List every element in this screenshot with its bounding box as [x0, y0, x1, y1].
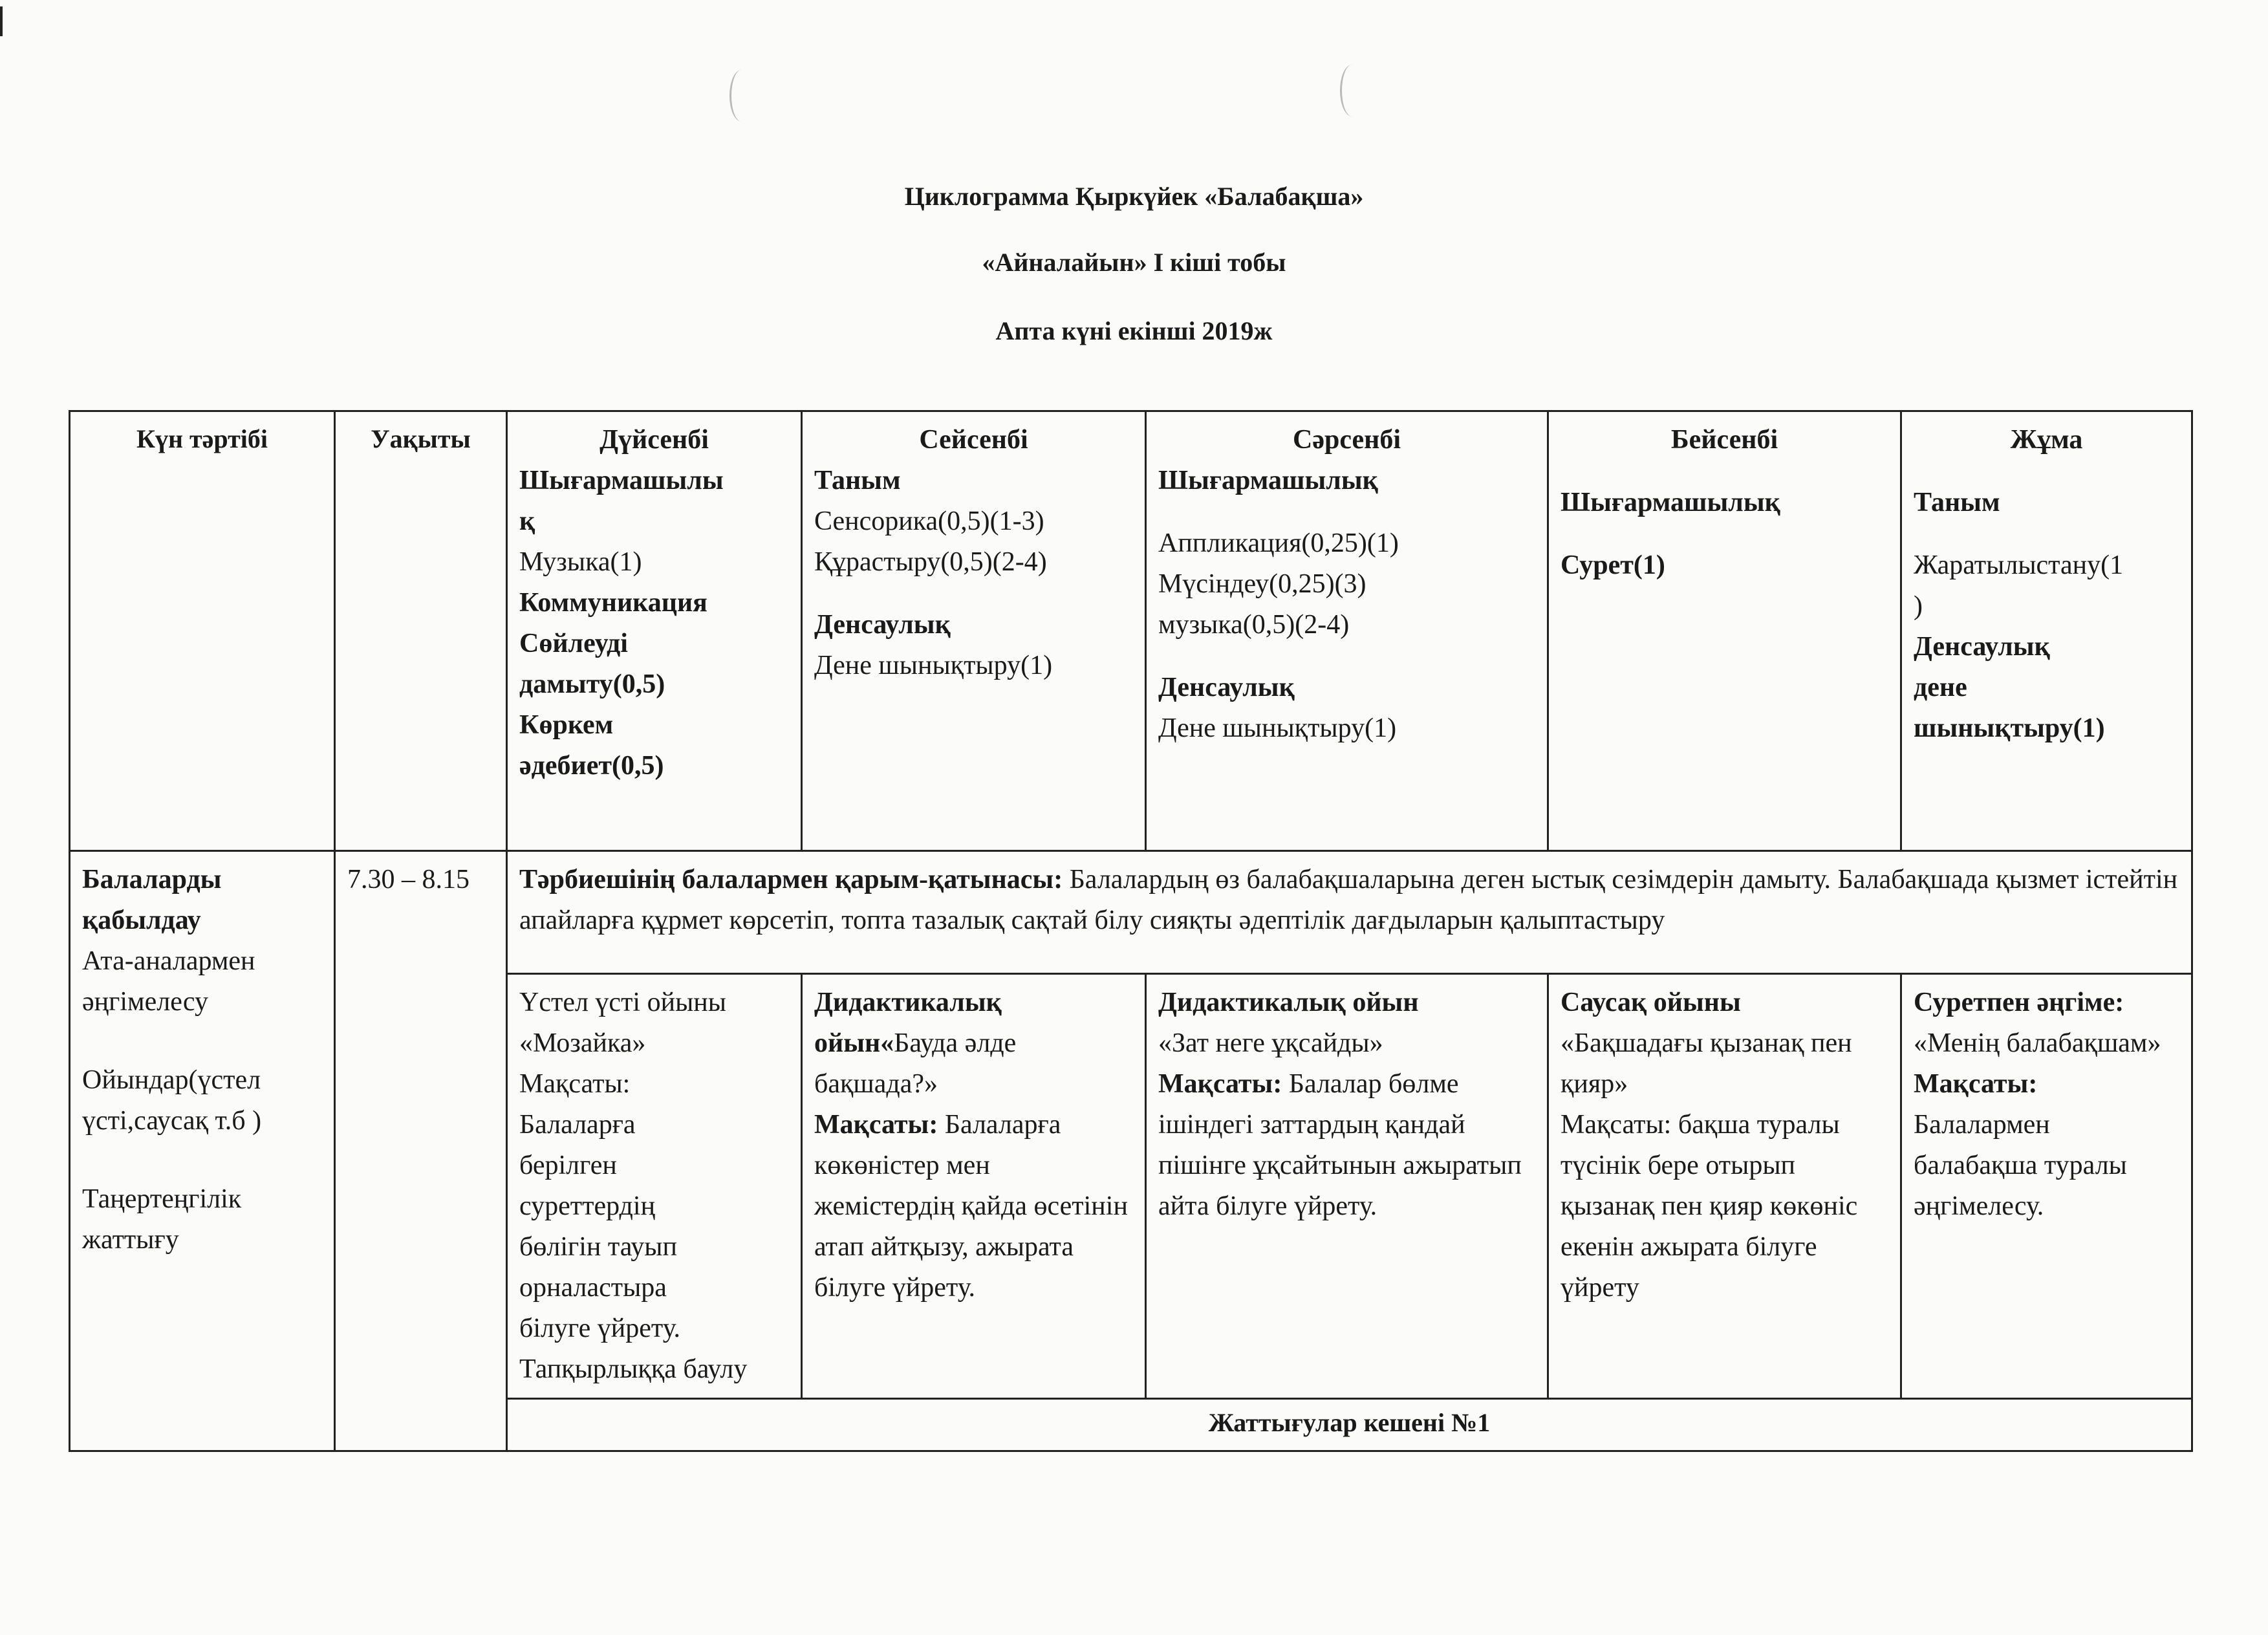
subject-line: Сурет(1): [1561, 550, 1665, 580]
activity-title: Суретпен әңгіме:: [1914, 988, 2124, 1017]
activity-title: Бауда әлде бақшада?»: [814, 1028, 1017, 1099]
activity-title: Саусақ ойыны: [1561, 988, 1741, 1017]
routine-line: үсті,саусақ т.б ): [82, 1106, 262, 1136]
subject-line: Сенсорика(0,5)(1-3): [814, 506, 1044, 536]
schedule-table: [69, 410, 2193, 1452]
week-info: Апта күні екінші 2019ж: [995, 316, 1273, 345]
activity-line: Тапқырлыққа баулу: [519, 1354, 748, 1384]
subject-line: Денсаулық: [1914, 632, 2050, 662]
scan-smudge: [1340, 65, 1364, 116]
subject-line: Таным: [814, 466, 901, 495]
subject-line: Сөйлеуді: [519, 629, 628, 658]
day-name: Дүйсенбі: [599, 425, 709, 455]
header-time: Уақыты: [335, 411, 507, 851]
wednesday-activity: [1146, 974, 1548, 1399]
activity-line: білуге үйрету.: [519, 1314, 681, 1343]
routine-line: қабылдау: [82, 905, 201, 935]
subject-line: шынықтыру(1): [1914, 713, 2105, 743]
activity-line: берілген: [519, 1151, 617, 1180]
subject-line: дамыту(0,5): [519, 669, 665, 699]
activity-title: Дидактикалық ойын: [1158, 988, 1419, 1017]
activity-subtitle: «Менің балабақшам»: [1914, 1028, 2161, 1058]
activity-line: Мақсаты:: [519, 1069, 631, 1099]
subject-line: Жаратылыстану(1: [1914, 550, 2124, 580]
goal-text: Балалар бөлме ішіндегі заттардың қандай пішінге ұқсайтынын ажыратып айта білуге үйрету.: [1158, 1069, 1522, 1221]
activity-line: суреттердің: [519, 1191, 656, 1221]
activity-line: «Мозайка»: [519, 1028, 646, 1058]
group-name: «Айналайын» І кіші тобы: [982, 248, 1286, 277]
thursday-activity: [1548, 974, 1901, 1399]
header-thursday: [1548, 411, 1901, 851]
activity-title: ойын«: [814, 1028, 894, 1058]
subject-line: Таным: [1914, 488, 2000, 517]
routine-cell: [70, 851, 335, 1451]
header-row: [70, 411, 2192, 851]
interaction-row: [70, 851, 2192, 974]
routine-line: Ойындар(үстел: [82, 1065, 261, 1095]
day-name: Бейсенбі: [1670, 425, 1778, 455]
header-friday: [1901, 411, 2192, 851]
goal-text: Балалармен балабақша туралы әңгімелесу.: [1914, 1110, 2127, 1221]
routine-line: Балаларды: [82, 865, 222, 894]
goal-label: Мақсаты:: [1158, 1069, 1282, 1099]
goal-label: Мақсаты:: [814, 1110, 938, 1140]
friday-activity: [1901, 974, 2192, 1399]
header-tuesday: [802, 411, 1146, 851]
activity-subtitle: «Бақшадағы қызанақ пен қияр»: [1561, 1028, 1852, 1099]
routine-line: әңгімелесу: [82, 987, 208, 1017]
routine-line: жаттығу: [82, 1225, 179, 1255]
subject-line: Дене шынықтыру(1): [814, 651, 1053, 680]
document-title: Циклограмма Қыркүйек «Балабақша»: [904, 182, 1364, 211]
subject-line: Денсаулық: [1158, 673, 1295, 702]
scan-edge-mark: [0, 6, 3, 36]
activity-line: Үстел үсті ойыны: [519, 988, 726, 1017]
subject-line: Коммуникация: [519, 588, 707, 618]
activity-subtitle: «Зат неге ұқсайды»: [1158, 1028, 1383, 1058]
subject-line: Музыка(1): [519, 547, 642, 577]
routine-line: Таңертеңгілік: [82, 1184, 242, 1214]
subject-line: Құрастыру(0,5)(2-4): [814, 547, 1047, 577]
header-wednesday: [1146, 411, 1548, 851]
subject-line: Шығармашылық: [1561, 488, 1780, 517]
goal-text: Мақсаты: бақша туралы түсінік бере отырып қызанақ пен қияр көкөніс екенін ажырата білуге үйрету: [1561, 1110, 1858, 1303]
routine-line: Ата-аналармен: [82, 946, 255, 976]
activity-line: бөлігін тауып: [519, 1232, 677, 1262]
monday-activity: [507, 974, 802, 1399]
subject-line: Шығармашылық: [1158, 466, 1378, 495]
interaction-label: Тәрбиешінің балалармен қарым-қатынасы:: [519, 865, 1063, 894]
activity-title: Дидактикалық: [814, 988, 1002, 1017]
subject-line: ): [1914, 591, 1923, 621]
day-name: Сейсенбі: [919, 425, 1028, 455]
day-name: Жұма: [2010, 425, 2083, 455]
goal-label: Мақсаты:: [1914, 1069, 2038, 1099]
interaction-text: Балалардың өз балабақшаларына деген ыстық сезімдерін дамыту. Балабақшада қызмет істейтін апайларға құрмет көрсетіп, топта тазалық сақтай білу сияқты әдептілік дағдыларын қалыптастыру: [519, 865, 2178, 935]
subject-line: дене: [1914, 673, 1967, 702]
header-monday: [507, 411, 802, 851]
activity-line: Балаларға: [519, 1110, 636, 1140]
goal-text: Балаларға көкөністер мен жемістердің қайда өсетінін атап айтқызу, ажырата білуге үйрету.: [814, 1110, 1128, 1303]
subject-line: әдебиет(0,5): [519, 751, 664, 781]
exercises-cell: Жаттығулар кешені №1: [507, 1399, 2192, 1451]
subject-line: Аппликация(0,25)(1): [1158, 528, 1399, 558]
scan-smudge: [729, 70, 753, 122]
time-cell: 7.30 – 8.15: [335, 851, 507, 1451]
subject-line: Мүсіндеу(0,25)(3): [1158, 569, 1366, 599]
subject-line: қ: [519, 506, 535, 536]
header-routine: Күн тәртібі: [70, 411, 335, 851]
subject-line: музыка(0,5)(2-4): [1158, 610, 1350, 640]
subject-line: Дене шынықтыру(1): [1158, 713, 1397, 743]
subject-line: Көркем: [519, 710, 614, 740]
activity-line: орналастыра: [519, 1273, 667, 1303]
interaction-cell: [507, 851, 2192, 974]
day-name: Сәрсенбі: [1293, 425, 1401, 455]
subject-line: Шығармашылы: [519, 466, 724, 495]
subject-line: Денсаулық: [814, 610, 951, 640]
tuesday-activity: [802, 974, 1146, 1399]
